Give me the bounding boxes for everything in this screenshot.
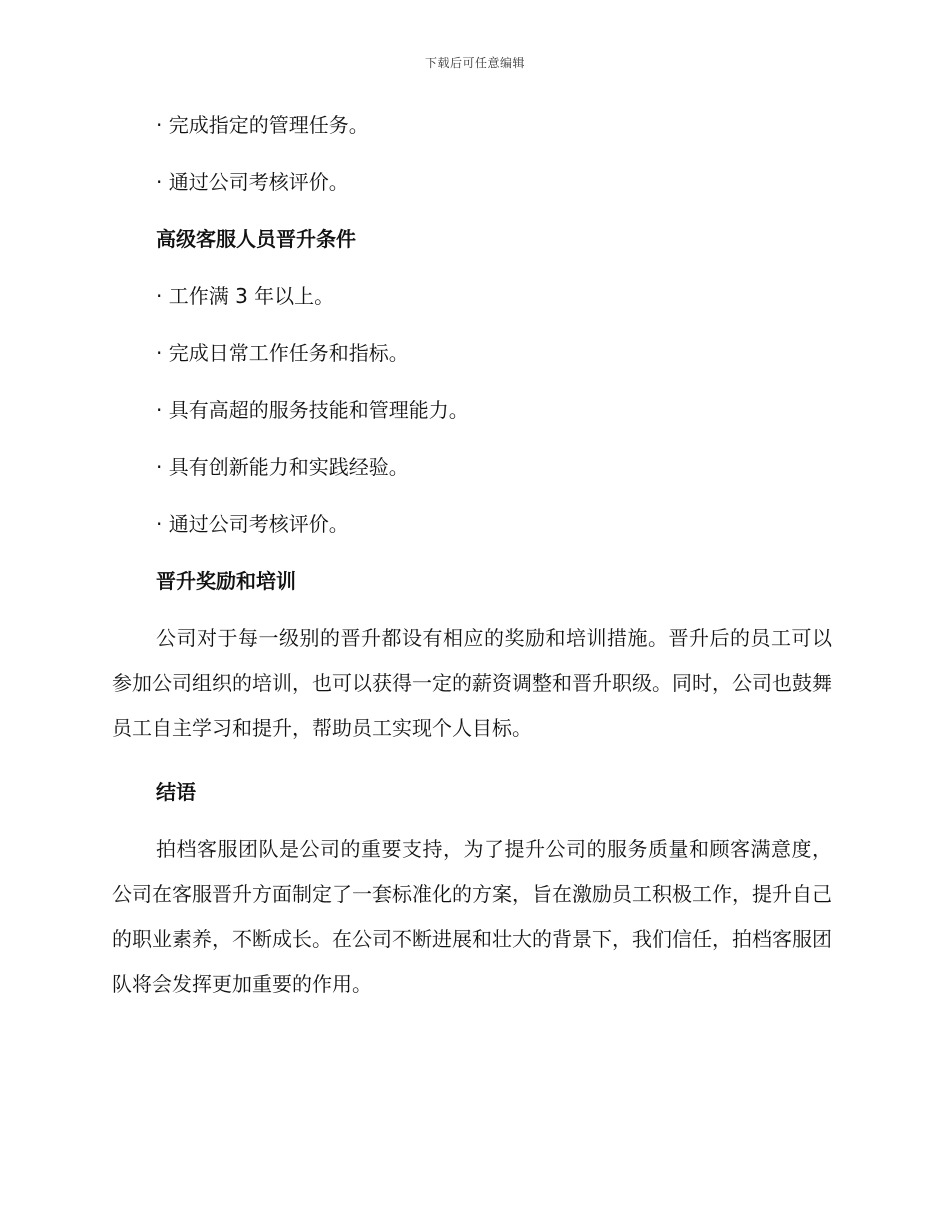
section-heading-rewards-training: 晋升奖励和培训 <box>156 569 296 593</box>
bullet-item: · 通过公司考核评价。 <box>156 512 349 536</box>
bullet-item: · 具有创新能力和实践经验。 <box>156 455 409 479</box>
bullet-item: · 具有高超的服务技能和管理能力。 <box>156 398 469 422</box>
bullet-item: · 完成指定的管理任务。 <box>156 113 369 137</box>
section-heading-conclusion: 结语 <box>156 780 196 804</box>
paragraph-conclusion: 拍档客服团队是公司的重要支持，为了提升公司的服务质量和顾客满意度，公司在客服晋升方面制定了一套标准化的方案，旨在激励员工积极工作，提升自己的职业素养，不断成长。在公司不断进展和壮大的背景下，我们信任，拍档客服团队将会发挥更加重要的作用。 <box>112 837 832 996</box>
paragraph-rewards-training: 公司对于每一级别的晋升都设有相应的奖励和培训措施。晋升后的员工可以参加公司组织的培训，也可以获得一定的薪资调整和晋升职级。同时，公司也鼓舞员工自主学习和提升，帮助员工实现个人目标。 <box>112 626 832 740</box>
header-note: 下载后可任意编辑 <box>424 56 525 70</box>
bullet-item: · 通过公司考核评价。 <box>156 170 349 194</box>
document-body <box>112 110 832 1033</box>
section-heading-senior-promotion: 高级客服人员晋升条件 <box>156 227 356 251</box>
bullet-item: · 完成日常工作任务和指标。 <box>156 341 409 365</box>
bullet-item: · 工作满 3 年以上。 <box>156 284 335 308</box>
